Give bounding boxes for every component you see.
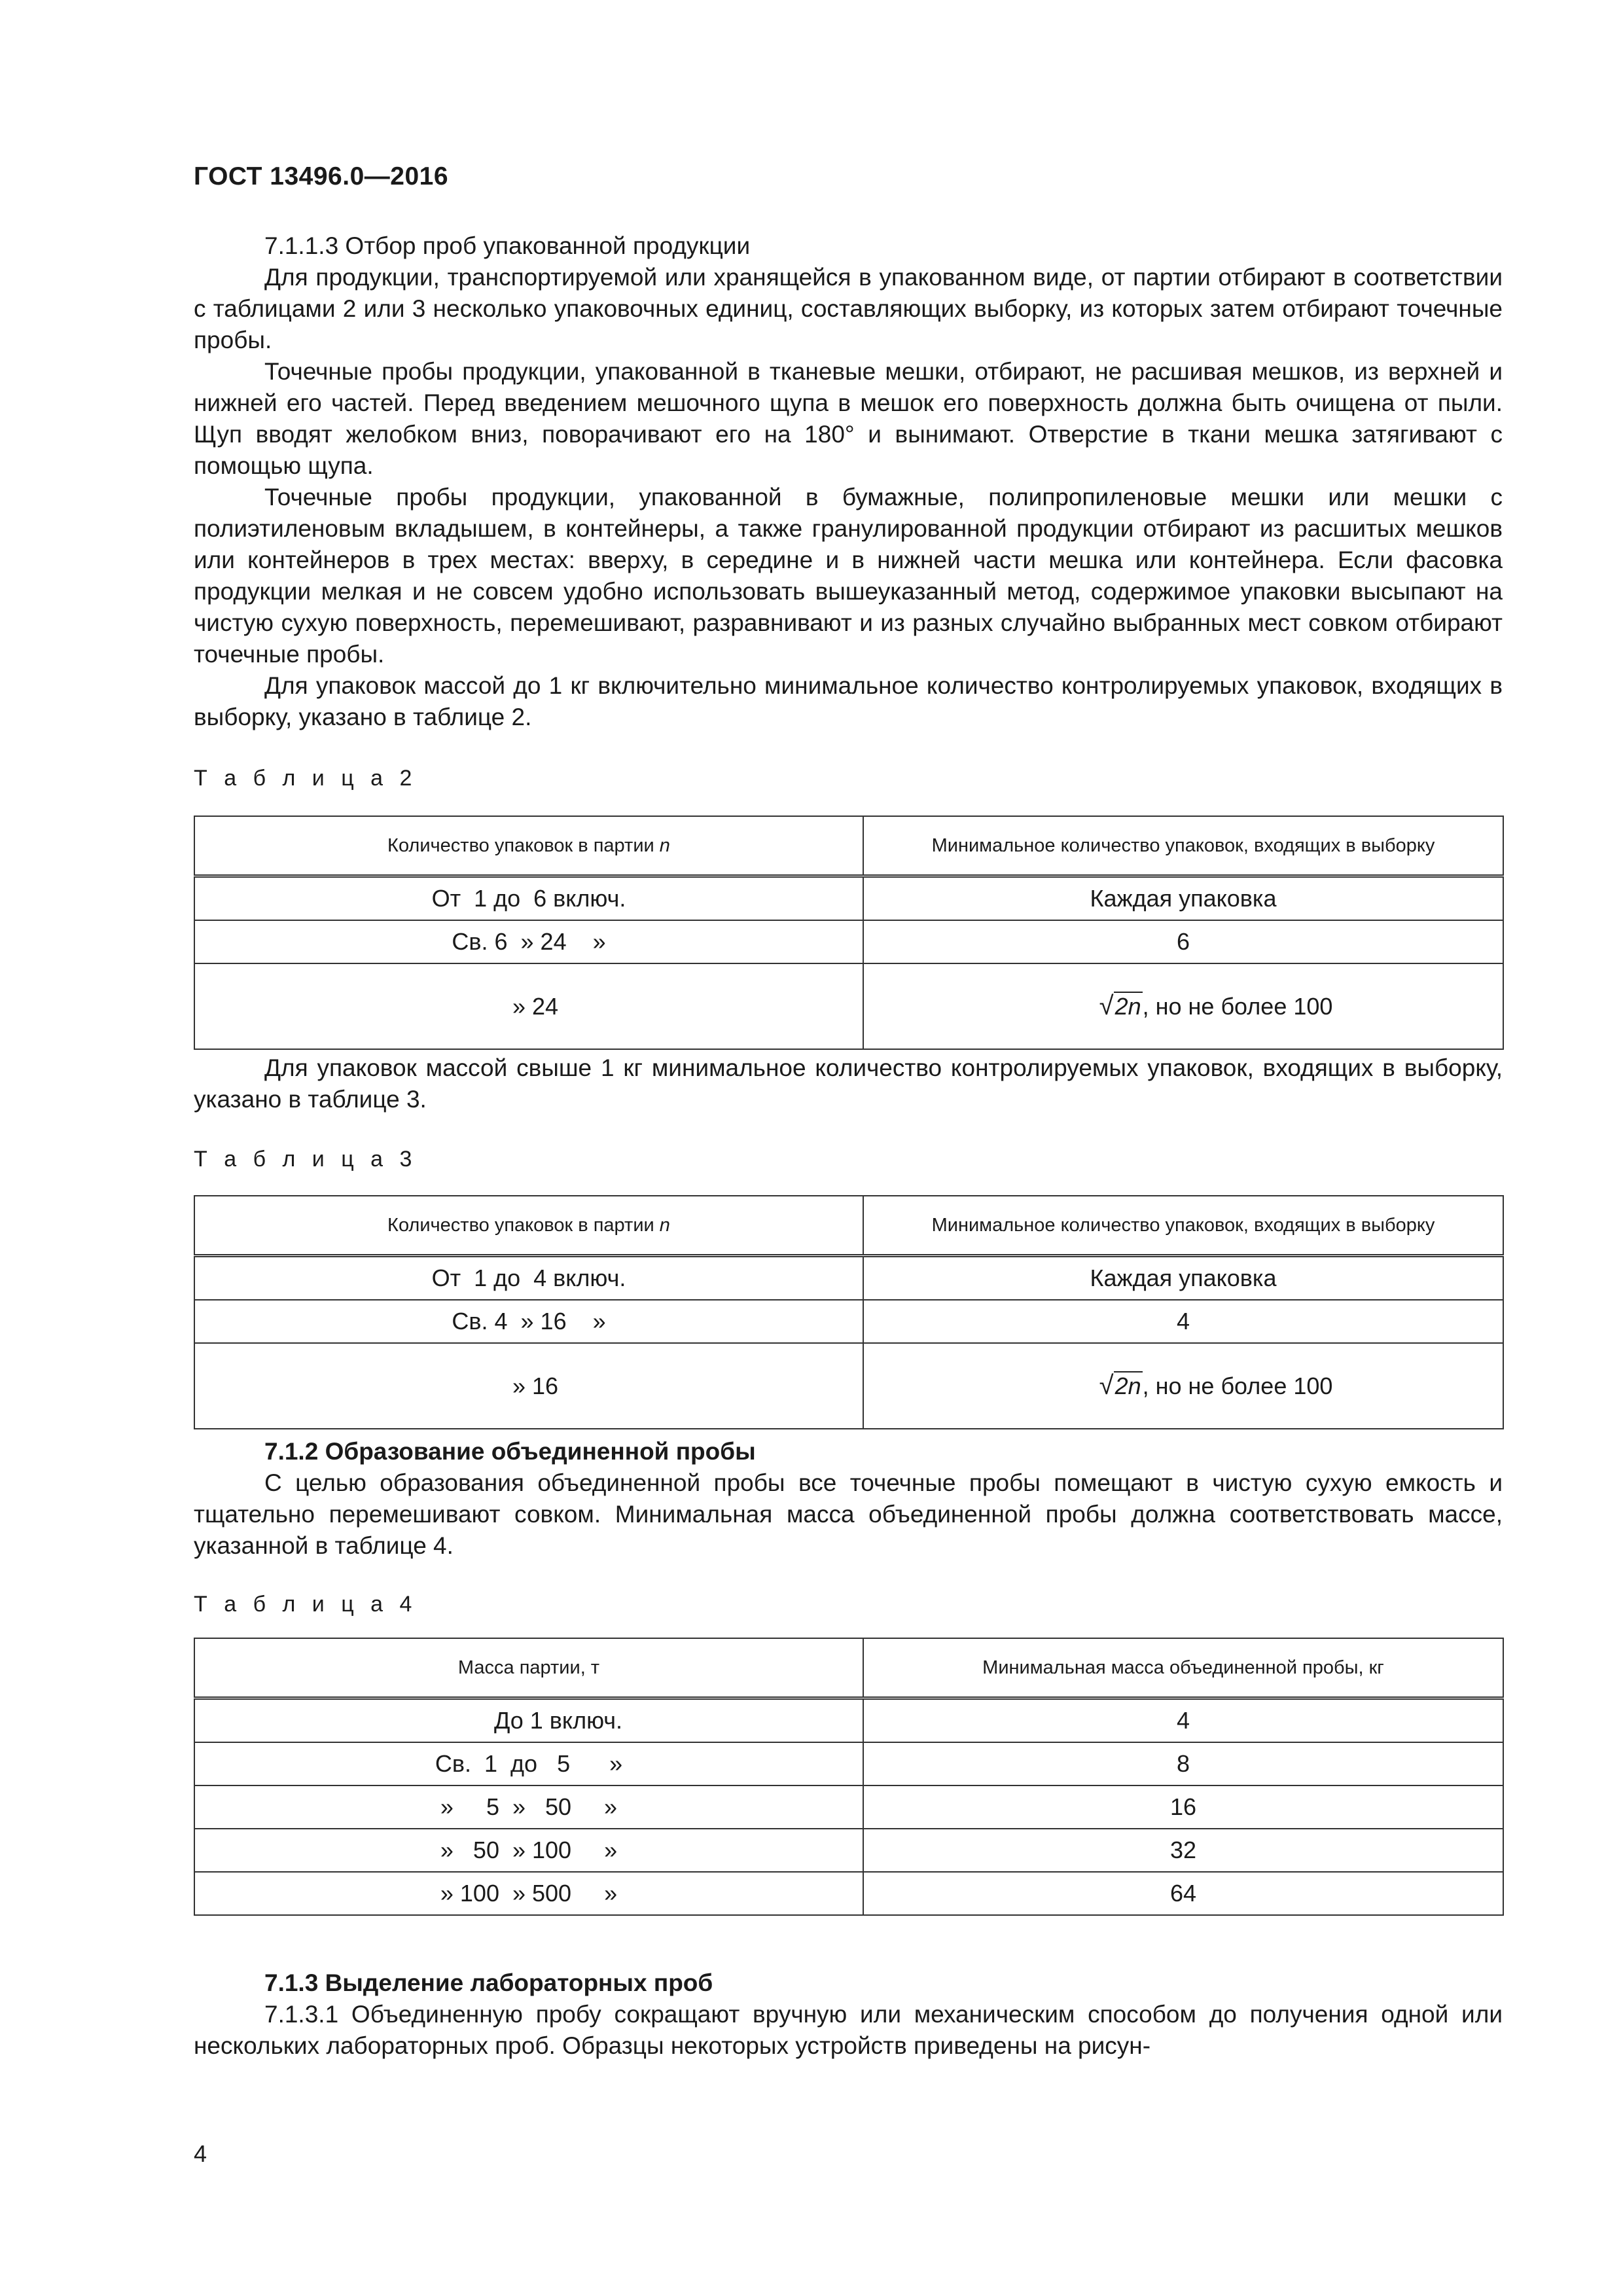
section-7-1-1-3 [194,230,1503,733]
table-cell: » 16 [194,1343,863,1429]
table-cell: Каждая упаковка [863,876,1503,921]
table-2 [194,816,1504,1050]
table-header-cell: Масса партии, т [194,1638,863,1698]
table-row [194,1829,1503,1872]
page-number: 4 [194,2140,207,2167]
table-cell: 64 [863,1872,1503,1915]
table-row [194,1785,1503,1829]
table-cell: До 1 включ. [194,1698,863,1743]
table-row [194,1256,1503,1300]
paragraph: Для упаковок массой до 1 кг включительно минимальное количество контролируемых упаковок, входящих в выборку, указано в таблице 2. [194,672,1503,730]
sqrt-formula: √2n [1099,1371,1141,1400]
table-cell: От 1 до 6 включ. [194,876,863,921]
table-row [194,920,1503,963]
table-cell: 16 [863,1785,1503,1829]
table-row [194,876,1503,921]
paragraph: Для продукции, транспортируемой или хранящейся в упакованном виде, от партии отбирают в соответствии с таблицами 2 или 3 несколько упаковочных единиц, составляющих выборку, из которых затем отбирают точечные пробы. [194,264,1503,353]
section-7-1-2 [194,1436,1503,1562]
table-cell: Св. 4 » 16 » [194,1300,863,1343]
table-cell: Св. 6 » 24 » [194,920,863,963]
table-cell: » 24 [194,963,863,1049]
table-cell: 32 [863,1829,1503,1872]
paragraph: Точечные пробы продукции, упакованной в тканевые мешки, отбирают, не расшивая мешков, из верхней и нижней его частей. Перед введением мешочного щупа в мешок его поверхность должна быть очищена от пыли. Щуп вводят желобком вниз, поворачивают его на 180° и вынимают. Отверстие в ткани мешка затягивают с помощью щупа. [194,358,1503,479]
section-heading: 7.1.3 Выделение лабораторных проб [264,1969,713,1996]
section-heading: 7.1.2 Образование объединенной пробы [264,1438,756,1465]
table-cell: 4 [863,1698,1503,1743]
table-cell: 8 [863,1742,1503,1785]
table-cell: Каждая упаковка [863,1256,1503,1300]
table-cell: √2n, но не более 100 [863,963,1503,1049]
table-3-title: Т а б л и ц а 3 [194,1147,418,1172]
paragraph: С целью образования объединенной пробы все точечные пробы помещают в чистую сухую емкость и тщательно перемешивают совком. Минимальная масса объединенной пробы должна соответствовать массе, указанной в таблице 4. [194,1469,1503,1559]
table-cell: » 50 » 100 » [194,1829,863,1872]
document-code: ГОСТ 13496.0—2016 [194,162,449,190]
table-cell: 4 [863,1300,1503,1343]
table-header-cell: Минимальное количество упаковок, входящих в выборку [863,1196,1503,1256]
table-header-cell: Минимальное количество упаковок, входящих в выборку [863,816,1503,876]
paragraph-between [194,1052,1503,1115]
subsection-title: 7.1.1.3 Отбор проб упакованной продукции [264,232,751,259]
table-2-title: Т а б л и ц а 2 [194,766,418,791]
table-row [194,1872,1503,1915]
table-header-cell: Минимальная масса объединенной пробы, кг [863,1638,1503,1698]
table-cell: 6 [863,920,1503,963]
table-cell: » 5 » 50 » [194,1785,863,1829]
table-3 [194,1195,1504,1429]
table-row [194,1343,1503,1429]
paragraph: 7.1.3.1 Объединенную пробу сокращают вручную или механическим способом до получения одной или нескольких лабораторных проб. Образцы некоторых устройств приведены на рисун- [194,2001,1503,2059]
table-row [194,1698,1503,1743]
table-row [194,1300,1503,1343]
table-row [194,963,1503,1049]
table-header-cell: Количество упаковок в партии n [194,1196,863,1256]
table-cell: √2n, но не более 100 [863,1343,1503,1429]
table-4-title: Т а б л и ц а 4 [194,1592,418,1617]
section-7-1-3 [194,1967,1503,2062]
paragraph: Для упаковок массой свыше 1 кг минимальное количество контролируемых упаковок, входящих в выборку, указано в таблице 3. [194,1054,1503,1113]
table-cell: Св. 1 до 5 » [194,1742,863,1785]
table-cell: » 100 » 500 » [194,1872,863,1915]
table-header-cell: Количество упаковок в партии n [194,816,863,876]
table-row [194,1742,1503,1785]
sqrt-formula: √2n [1099,992,1141,1020]
table-cell: От 1 до 4 включ. [194,1256,863,1300]
paragraph: Точечные пробы продукции, упакованной в бумажные, полипропиленовые мешки или мешки с полиэтиленовым вкладышем, в контейнеры, а также гранулированной продукции отбирают из расшитых мешков или контейнеров в трех местах: вверху, в середине и в нижней части мешка или контейнера. Если фасовка продукции мелкая и не совсем удобно использовать вышеуказанный метод, содержимое упаковки высыпают на чистую сухую поверхность, перемешивают, разравнивают и из разных случайно выбранных мест совком отбирают точечные пробы. [194,484,1503,668]
table-4 [194,1638,1504,1916]
